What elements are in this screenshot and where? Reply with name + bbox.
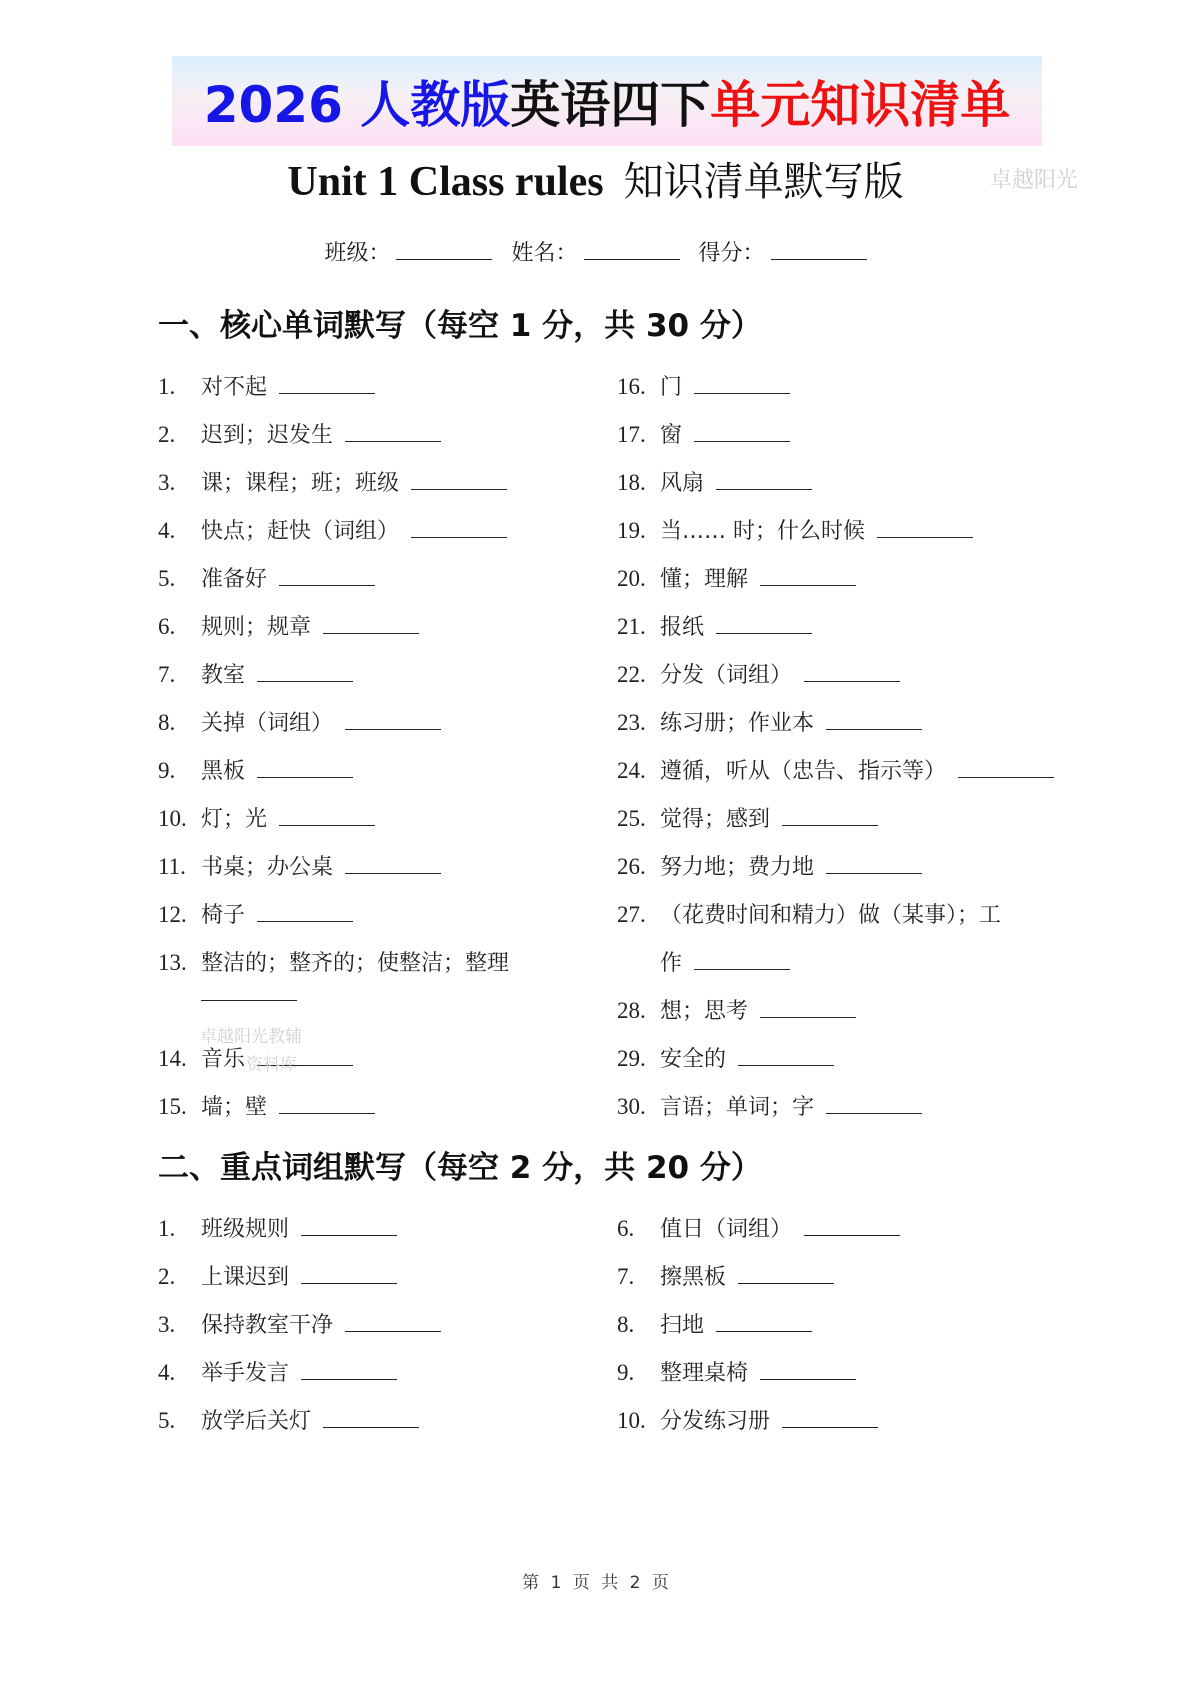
item-prompt: 音乐	[201, 1047, 246, 1072]
list-item	[158, 658, 353, 689]
list-item	[158, 850, 441, 881]
watermark: 卓越阳光	[990, 168, 1079, 193]
item-prompt: 努力地；费力地	[660, 855, 815, 880]
item-prompt: 整理桌椅	[660, 1361, 749, 1386]
list-item	[158, 1308, 441, 1339]
item-prompt: 扫地	[660, 1313, 705, 1338]
list-item	[617, 1260, 834, 1291]
list-item	[617, 1042, 834, 1073]
item-prompt: 放学后关灯	[201, 1409, 312, 1434]
item-number: 21.	[617, 614, 646, 639]
item-number: 2.	[158, 422, 176, 447]
item-number: 9.	[158, 758, 176, 783]
answer-blank[interactable]	[760, 997, 856, 1018]
item-prompt: 分发练习册	[660, 1409, 771, 1434]
item-number: 12.	[158, 902, 187, 927]
list-item	[617, 658, 900, 689]
list-item	[617, 898, 1001, 929]
list-item	[158, 610, 419, 641]
answer-blank[interactable]	[411, 517, 507, 538]
item-prompt: 窗	[660, 423, 683, 448]
item-prompt: 报纸	[660, 615, 705, 640]
item-prompt: 整洁的；整齐的；使整洁；整理	[201, 951, 510, 976]
item-prompt: 黑板	[201, 759, 246, 784]
item-number: 16.	[617, 374, 646, 399]
answer-blank[interactable]	[411, 469, 507, 490]
answer-blank[interactable]	[301, 1263, 397, 1284]
answer-blank[interactable]	[760, 565, 856, 586]
answer-blank[interactable]	[694, 421, 790, 442]
item-prompt: 风扇	[660, 471, 705, 496]
item-number: 6.	[158, 614, 176, 639]
item-prompt: 擦黑板	[660, 1265, 727, 1290]
item-prompt: 懂；理解	[660, 567, 749, 592]
answer-blank[interactable]	[279, 373, 375, 394]
answer-blank[interactable]	[694, 373, 790, 394]
answer-blank[interactable]	[804, 661, 900, 682]
item-number: 20.	[617, 566, 646, 591]
item-prompt: 快点；赶快（词组）	[201, 519, 400, 544]
item-number: 19.	[617, 518, 646, 543]
answer-blank[interactable]	[716, 613, 812, 634]
answer-blank[interactable]	[279, 805, 375, 826]
item-number: 3.	[158, 470, 176, 495]
item-number: 7.	[158, 662, 176, 687]
item-prompt-continued: 作	[660, 951, 683, 976]
list-item	[158, 1090, 375, 1121]
item-prompt: 想；思考	[660, 999, 749, 1024]
item-prompt: 对不起	[201, 375, 268, 400]
item-number: 25.	[617, 806, 646, 831]
item-number: 4.	[158, 518, 176, 543]
section-title-core-words: 一、核心单词默写（每空 1 分，共 30 分）	[158, 308, 762, 344]
list-item	[158, 1260, 397, 1291]
answer-blank[interactable]	[826, 1093, 922, 1114]
banner-part-subject: 英语四下	[510, 76, 711, 134]
answer-blank[interactable]	[345, 709, 441, 730]
answer-blank[interactable]	[345, 853, 441, 874]
item-prompt: 准备好	[201, 567, 268, 592]
list-item	[617, 850, 922, 881]
item-number: 27.	[617, 902, 646, 927]
title-banner	[172, 56, 1042, 146]
list-item	[617, 1404, 878, 1435]
answer-blank[interactable]	[694, 949, 790, 970]
name-field[interactable]	[584, 241, 680, 260]
list-item	[617, 466, 812, 497]
class-field[interactable]	[396, 241, 492, 260]
list-item	[617, 370, 790, 401]
answer-blank[interactable]	[301, 1359, 397, 1380]
item-prompt: 关掉（词组）	[201, 711, 334, 736]
answer-blank[interactable]	[257, 757, 353, 778]
list-item	[158, 754, 353, 785]
item-prompt: 迟到；迟发生	[201, 423, 334, 448]
answer-blank[interactable]	[257, 661, 353, 682]
list-item	[617, 562, 856, 593]
item-number: 2.	[158, 1264, 176, 1289]
item-number: 8.	[617, 1312, 635, 1337]
item-prompt: 课；课程；班；班级	[201, 471, 400, 496]
item-prompt: 墙；壁	[201, 1095, 268, 1120]
item-number: 23.	[617, 710, 646, 735]
class-label: 班级：	[324, 241, 391, 266]
answer-blank[interactable]	[760, 1359, 856, 1380]
item-prompt: 班级规则	[201, 1217, 290, 1242]
subtitle-unit: Unit 1 Class rules	[287, 159, 604, 205]
list-item	[617, 754, 1054, 785]
item-prompt: 保持教室干净	[201, 1313, 334, 1338]
answer-blank[interactable]	[323, 613, 419, 634]
banner-part-edition: 2026 人教版	[203, 76, 511, 134]
item-number: 4.	[158, 1360, 176, 1385]
item-number: 7.	[617, 1264, 635, 1289]
item-prompt: 分发（词组）	[660, 663, 793, 688]
item-number: 15.	[158, 1094, 187, 1119]
list-item	[158, 898, 353, 929]
item-number: 24.	[617, 758, 646, 783]
list-item	[158, 946, 509, 977]
answer-blank[interactable]	[301, 1215, 397, 1236]
item-prompt: 安全的	[660, 1047, 727, 1072]
answer-blank[interactable]	[279, 1093, 375, 1114]
answer-blank[interactable]	[323, 1407, 419, 1428]
answer-blank[interactable]	[279, 565, 375, 586]
item-prompt: 觉得；感到	[660, 807, 771, 832]
item-number: 5.	[158, 1408, 176, 1433]
item-number: 17.	[617, 422, 646, 447]
banner-part-checklist: 单元知识清单	[710, 76, 1011, 134]
list-item	[617, 1308, 812, 1339]
list-item	[617, 994, 856, 1025]
list-item	[617, 610, 812, 641]
item-prompt: 规则；规章	[201, 615, 312, 640]
item-number: 6.	[617, 1216, 635, 1241]
watermark: 资料库	[246, 1055, 297, 1075]
item-prompt: 教室	[201, 663, 246, 688]
item-prompt: 椅子	[201, 903, 246, 928]
answer-blank[interactable]	[958, 757, 1054, 778]
score-label: 得分：	[698, 241, 765, 266]
list-item-continuation	[660, 946, 790, 977]
item-number: 3.	[158, 1312, 176, 1337]
item-number: 5.	[158, 566, 176, 591]
list-item	[617, 418, 790, 449]
list-item	[158, 802, 375, 833]
item-number: 8.	[158, 710, 176, 735]
answer-blank[interactable]	[877, 517, 973, 538]
list-item	[617, 706, 922, 737]
item-prompt: 灯；光	[201, 807, 268, 832]
item-prompt: 言语；单词；字	[660, 1095, 815, 1120]
list-item	[617, 802, 878, 833]
list-item	[158, 1404, 419, 1435]
list-item	[617, 1212, 900, 1243]
list-item	[158, 466, 507, 497]
item-prompt: 举手发言	[201, 1361, 290, 1386]
item-number: 28.	[617, 998, 646, 1023]
item-number: 10.	[617, 1408, 646, 1433]
item-prompt: 值日（词组）	[660, 1217, 793, 1242]
item-prompt: （花费时间和精力）做（某事）；工	[660, 903, 1002, 928]
answer-blank[interactable]	[716, 1311, 812, 1332]
item-number: 30.	[617, 1094, 646, 1119]
list-item-continuation	[189, 980, 297, 1007]
answer-blank[interactable]	[782, 1407, 878, 1428]
answer-blank[interactable]	[345, 1311, 441, 1332]
item-prompt: 遵循，听从（忠告、指示等）	[660, 759, 947, 784]
answer-blank[interactable]	[826, 853, 922, 874]
item-prompt: 书桌；办公桌	[201, 855, 334, 880]
answer-blank[interactable]	[804, 1215, 900, 1236]
subtitle-version: 知识清单默写版	[623, 159, 904, 205]
banner-title	[204, 65, 1011, 137]
item-number: 18.	[617, 470, 646, 495]
item-number: 14.	[158, 1046, 187, 1071]
answer-blank[interactable]	[257, 901, 353, 922]
score-field[interactable]	[771, 241, 867, 260]
item-number: 1.	[158, 374, 176, 399]
list-item	[158, 418, 441, 449]
list-item	[158, 706, 441, 737]
name-label: 姓名：	[511, 241, 578, 266]
item-prompt: 门	[660, 375, 683, 400]
answer-blank[interactable]	[782, 805, 878, 826]
item-number: 26.	[617, 854, 646, 879]
answer-blank[interactable]	[826, 709, 922, 730]
list-item	[158, 370, 375, 401]
list-item	[617, 1090, 922, 1121]
watermark: 卓越阳光教辅	[200, 1027, 302, 1047]
item-number: 22.	[617, 662, 646, 687]
item-number: 29.	[617, 1046, 646, 1071]
answer-blank[interactable]	[716, 469, 812, 490]
answer-blank[interactable]	[738, 1045, 834, 1066]
answer-blank[interactable]	[345, 421, 441, 442]
item-prompt: 当…… 时；什么时候	[660, 519, 865, 544]
item-number: 11.	[158, 854, 186, 879]
list-item	[617, 514, 973, 545]
list-item	[617, 1356, 856, 1387]
answer-blank[interactable]	[738, 1263, 834, 1284]
page-number: 第 1 页 共 2 页	[522, 1573, 669, 1593]
item-prompt: 上课迟到	[201, 1265, 290, 1290]
list-item	[158, 514, 507, 545]
student-info-line	[0, 236, 1191, 267]
section-title-key-phrases: 二、重点词组默写（每空 2 分，共 20 分）	[158, 1150, 762, 1186]
list-item	[158, 562, 375, 593]
item-number: 13.	[158, 950, 187, 975]
answer-blank[interactable]	[201, 980, 297, 1001]
list-item	[158, 1356, 397, 1387]
item-prompt: 练习册；作业本	[660, 711, 815, 736]
item-number: 10.	[158, 806, 187, 831]
item-number: 1.	[158, 1216, 176, 1241]
list-item	[158, 1212, 397, 1243]
item-number: 9.	[617, 1360, 635, 1385]
